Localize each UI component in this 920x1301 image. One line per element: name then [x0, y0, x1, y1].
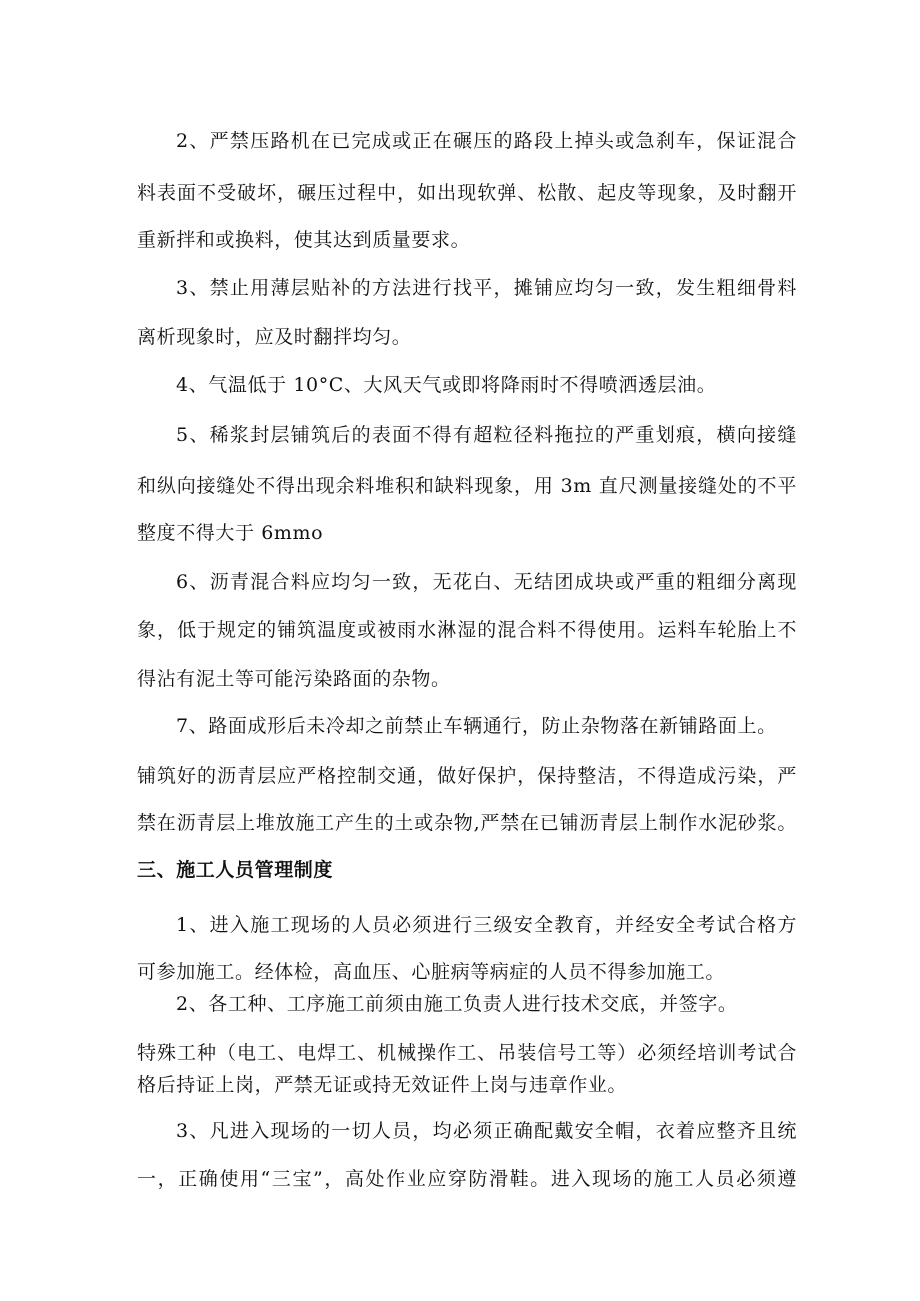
paragraph-4-line-1: 4、气温低于 10°C、大风天气或即将降雨时不得喷洒透层油。 [176, 374, 717, 396]
section-3-item-3-line-1: 3、凡进入现场的一切人员，均必须正确配戴安全帽，衣着应整齐且统 [176, 1120, 797, 1142]
paragraph-6-line-3: 得沾有泥土等可能污染路面的杂物。 [137, 668, 451, 690]
paragraph-2-line-2: 料表面不受破坏，碾压过程中，如出现软弹、松散、起皮等现象，及时翻开 [137, 182, 797, 204]
paragraph-5-line-3: 整度不得大于 6mmo [137, 522, 324, 544]
paragraph-6-line-2: 象，低于规定的铺筑温度或被雨水淋湿的混合料不得使用。运料车轮胎上不 [137, 619, 797, 641]
section-3-item-2-line-3: 格后持证上岗，严禁无证或持无效证件上岗与违章作业。 [137, 1074, 628, 1096]
paragraph-7-line-2: 铺筑好的沥青层应严格控制交通，做好保护，保持整洁，不得造成污染，严 [137, 765, 797, 787]
paragraph-3-line-1: 3、禁止用薄层贴补的方法进行找平，摊铺应均匀一致，发生粗细骨料 [176, 277, 797, 299]
paragraph-5-line-2: 和纵向接缝处不得出现余料堆积和缺料现象，用 3m 直尺测量接缝处的不平 [137, 475, 797, 497]
paragraph-5-line-1: 5、稀浆封层铺筑后的表面不得有超粒径料拖拉的严重划痕，横向接缝 [176, 424, 797, 446]
section-3-item-3-line-2: 一，正确使用“三宝”，高处作业应穿防滑鞋。进入现场的施工人员必须遵 [137, 1168, 797, 1190]
paragraph-2-line-1: 2、严禁压路机在已完成或正在碾压的路段上掉头或急刹车，保证混合 [176, 130, 797, 152]
section-3-heading: 三、施工人员管理制度 [137, 859, 334, 881]
paragraph-7-line-3: 禁在沥青层上堆放施工产生的土或杂物,严禁在已铺沥青层上制作水泥砂浆。 [137, 812, 797, 834]
paragraph-2-line-3: 重新拌和或换料，使其达到质量要求。 [137, 229, 471, 251]
section-3-item-2-line-2: 特殊工种（电工、电焊工、机械操作工、吊装信号工等）必须经培训考试合 [137, 1042, 797, 1064]
paragraph-3-line-2: 离析现象时，应及时翻拌均匀。 [137, 326, 412, 348]
paragraph-6-line-1: 6、沥青混合料应均匀一致，无花白、无结团成块或严重的粗细分离现 [176, 571, 797, 593]
section-3-item-1-line-2: 可参加施工。经体检，高血压、心脏病等病症的人员不得参加施工。 [137, 961, 726, 983]
section-3-item-1-line-1: 1、进入施工现场的人员必须进行三级安全教育，并经安全考试合格方 [176, 914, 797, 936]
paragraph-7-line-1: 7、路面成形后未冷却之前禁止车辆通行，防止杂物落在新铺路面上。 [176, 715, 777, 737]
section-3-item-2-line-1: 2、各工种、工序施工前须由施工负责人进行技术交底，并签字。 [176, 993, 738, 1015]
